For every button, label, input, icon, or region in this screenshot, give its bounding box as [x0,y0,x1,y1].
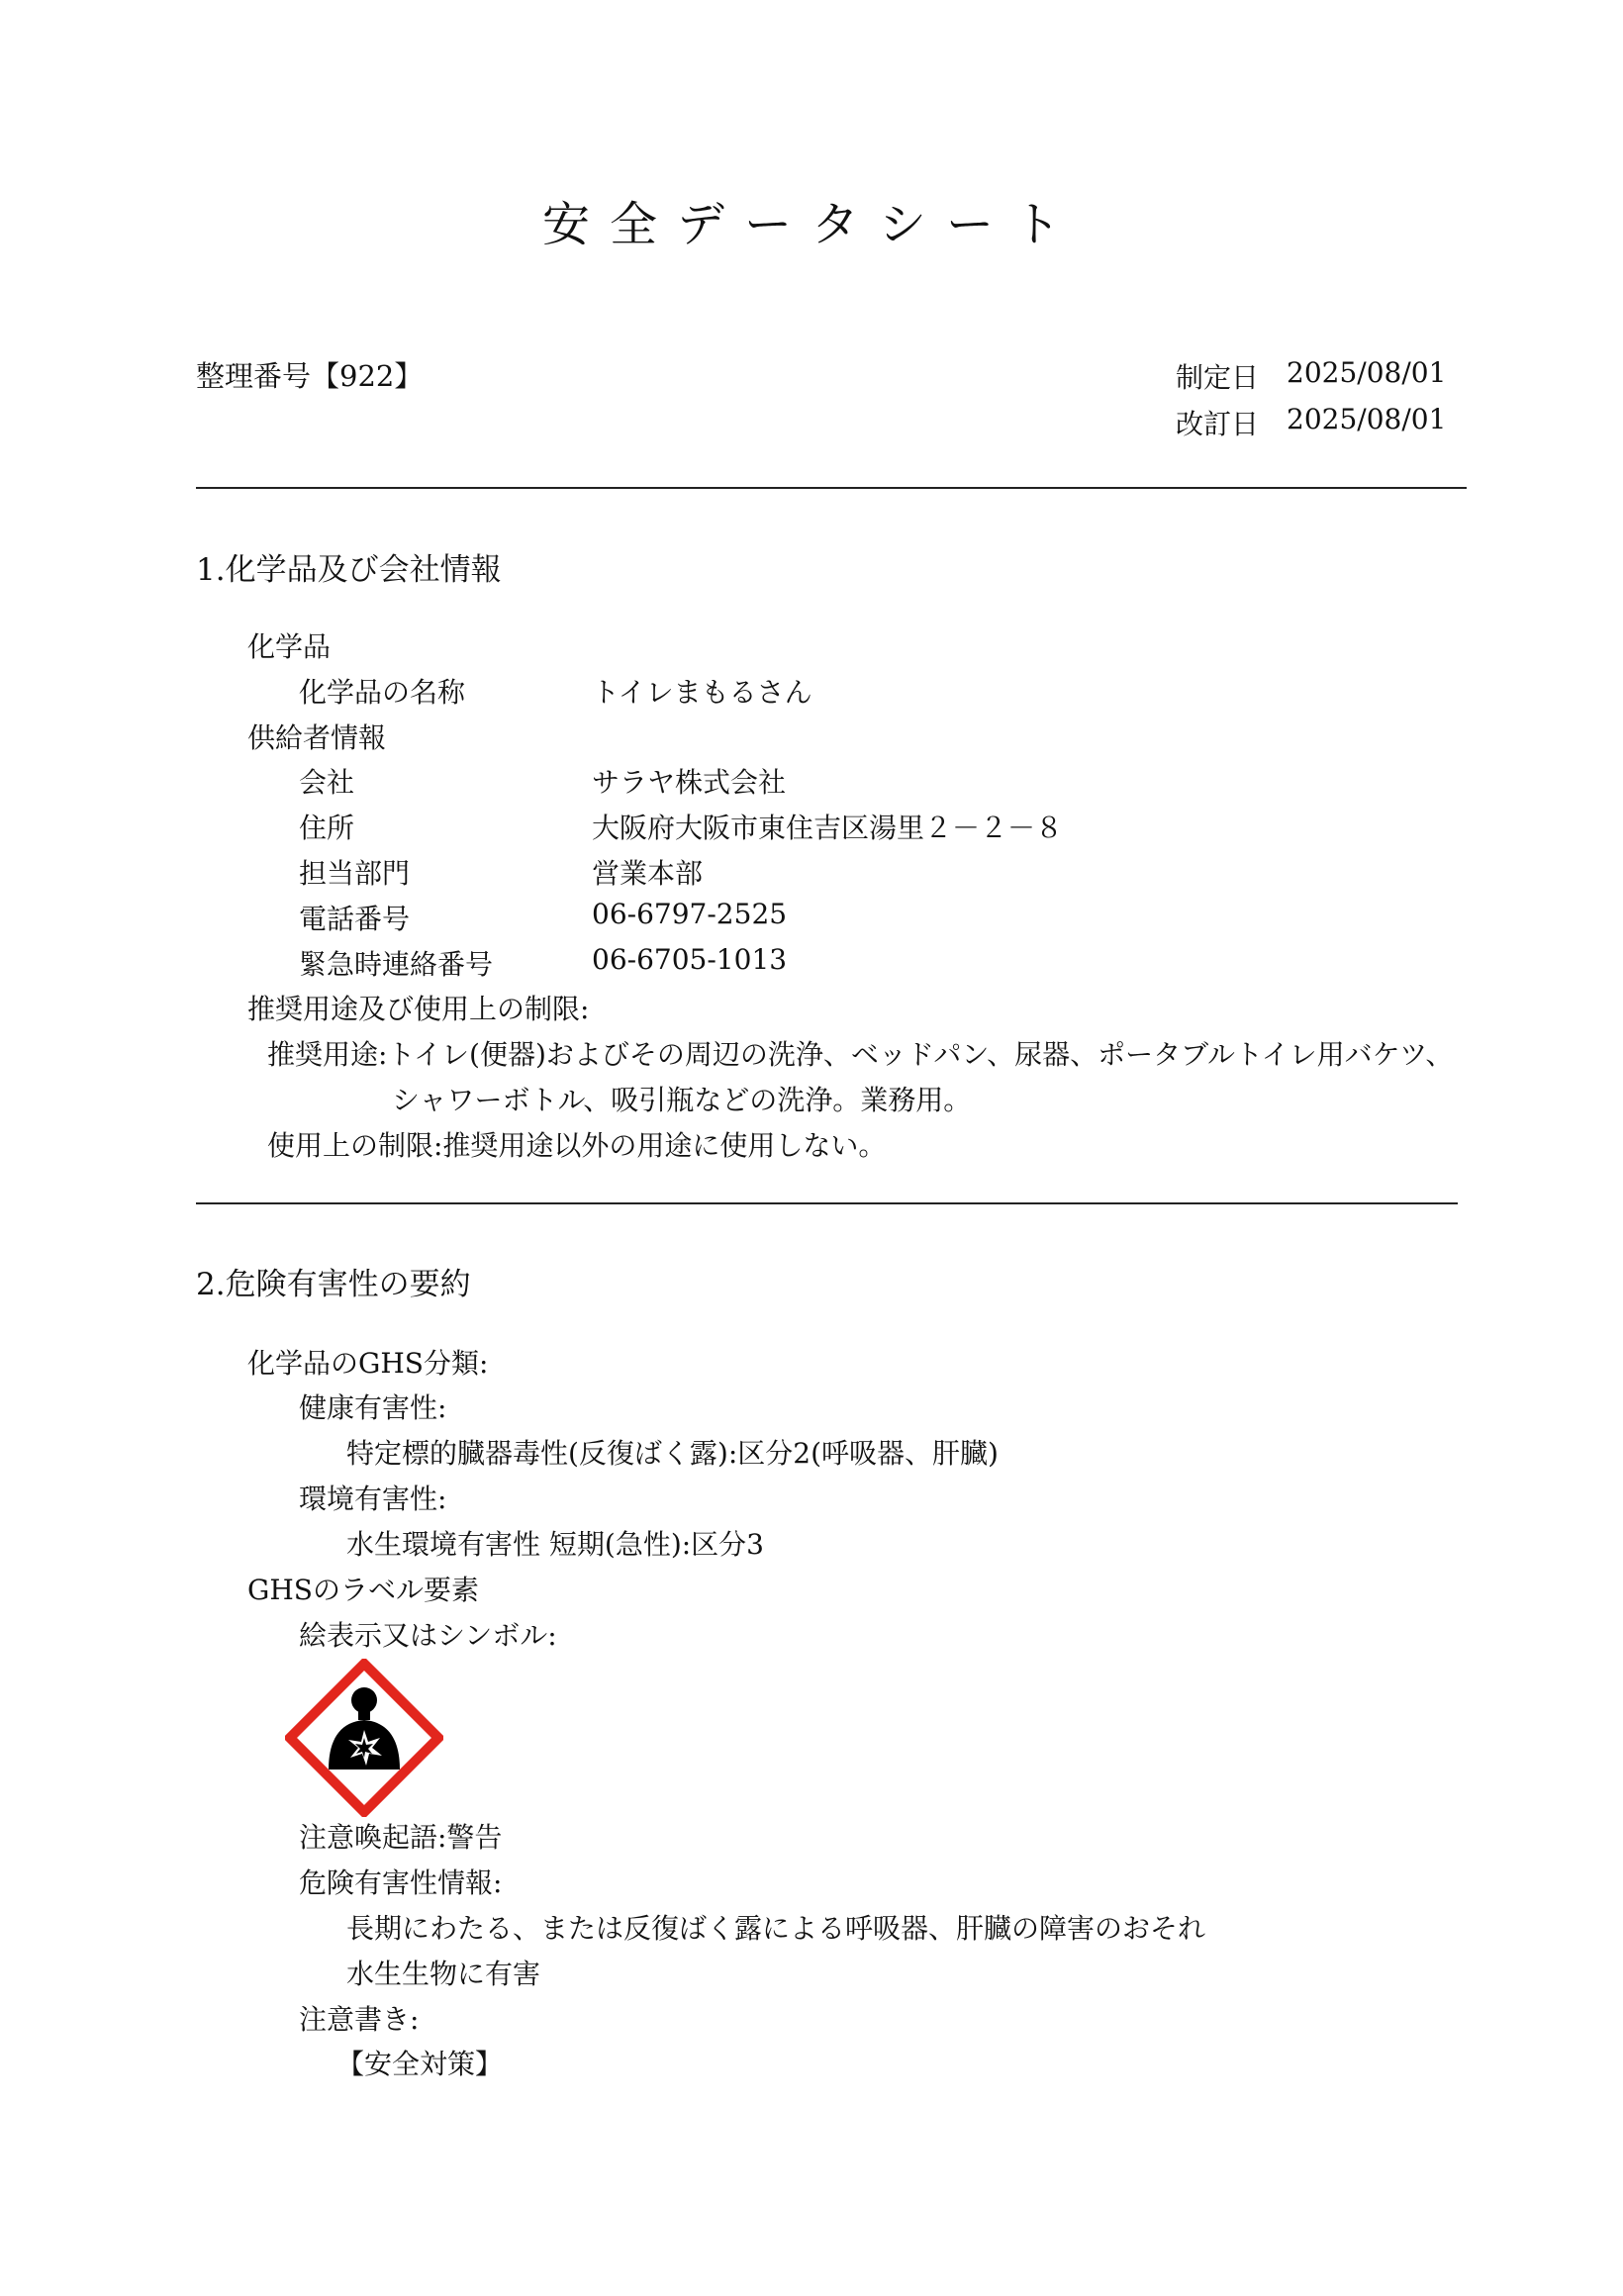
health-hazard-icon [285,1659,443,1817]
emergency-number: 06-6705-1013 [592,943,788,976]
emergency-label: 緊急時連絡番号 [299,948,494,981]
recommended-use: 推奨用途:トイレ(便器)およびその周辺の洗浄、ベッドパン、尿器、ポータブルトイレ用バケツ、 [267,1038,1454,1071]
product-name: トイレまもるさん [592,676,812,709]
label-elements-label: GHSのラベル要素 [247,1574,479,1606]
signal-word: 注意喚起語:警告 [299,1821,503,1854]
supplier-label: 供給者情報 [247,721,387,754]
company-name: サラヤ株式会社 [592,766,787,799]
use-restriction-heading: 推奨用途及び使用上の制限: [247,993,590,1025]
hazard-statement: 長期にわたる、または反復ばく露による呼吸器、肝臓の障害のおそれ [346,1912,1206,1945]
address: 大阪府大阪市東住吉区湯里２－２－８ [592,812,1064,844]
chemical-label: 化学品 [247,630,332,663]
recommended-use-continued: シャワーボトル、吸引瓶などの洗浄。業務用。 [392,1084,972,1116]
company-label: 会社 [299,766,355,799]
section-heading: 2.危険有害性の要約 [196,1267,471,1302]
environmental-hazard-item: 水生環境有害性 短期(急性):区分3 [346,1528,764,1561]
divider [196,1202,1458,1204]
hazard-statement: 水生生物に有害 [346,1958,541,1990]
use-restriction: 使用上の制限:推奨用途以外の用途に使用しない。 [267,1129,887,1162]
established-date: 2025/08/01 [1287,356,1447,389]
department-label: 担当部門 [299,857,411,890]
section-heading: 1.化学品及び会社情報 [196,552,502,588]
environmental-hazard-label: 環境有害性: [299,1483,447,1515]
reference-number: 整理番号【922】 [196,359,424,393]
ghs-classification-label: 化学品のGHS分類: [247,1347,489,1380]
safety-measures-heading: 【安全対策】 [336,2048,504,2080]
hazard-info-label: 危険有害性情報: [299,1866,503,1899]
health-hazard-item: 特定標的臓器毒性(反復ばく露):区分2(呼吸器、肝臓) [346,1437,999,1470]
document-title: 安全データシート [541,197,1081,252]
pictogram-label: 絵表示又はシンボル: [299,1619,557,1652]
divider [196,487,1467,489]
phone-number: 06-6797-2525 [592,898,788,930]
address-label: 住所 [299,812,355,844]
product-name-label: 化学品の名称 [299,676,466,709]
health-hazard-label: 健康有害性: [299,1391,447,1424]
department: 営業本部 [592,857,704,890]
phone-label: 電話番号 [299,903,411,935]
established-date-label: 制定日 [1176,361,1260,394]
revised-date: 2025/08/01 [1287,403,1447,435]
revised-date-label: 改訂日 [1176,408,1260,440]
precaution-label: 注意書き: [299,2003,420,2036]
